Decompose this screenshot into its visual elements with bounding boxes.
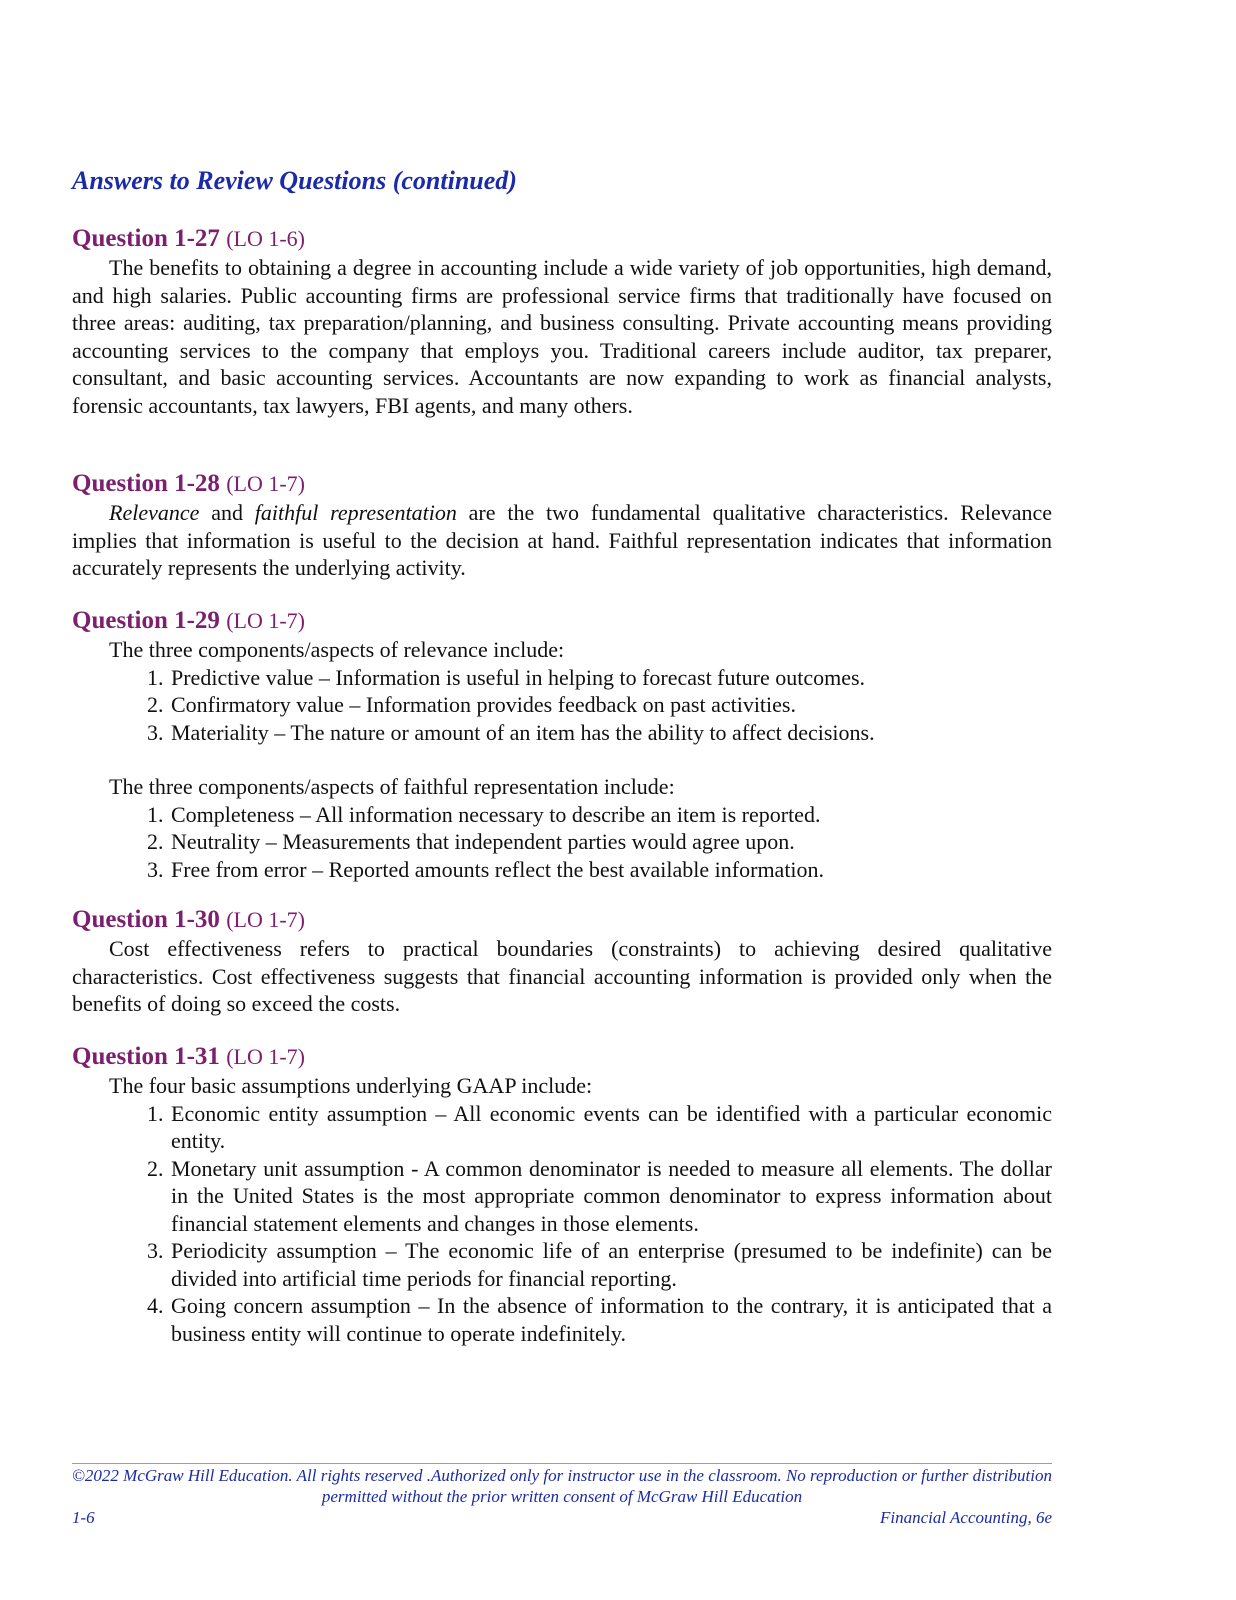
question-number: Question 1-30 <box>72 906 220 933</box>
section-title: Answers to Review Questions (continued) <box>72 166 517 195</box>
footer-divider <box>72 1463 1052 1464</box>
question-heading <box>72 1042 1052 1072</box>
question-number: Question 1-27 <box>72 225 220 252</box>
term-faithful-representation: faithful representation <box>254 500 457 525</box>
answer-paragraph: Cost effectiveness refers to practical boundaries (constraints) to achieving desired qualitative characteristics. Cost effectiveness suggests that financial accounting information is provided only when the benefits of doing so exceed the costs. <box>72 936 1052 1016</box>
paragraph-rest: are the two fundamental qualitative characteristics. Relevance implies that information is useful to the decision at hand. Faithful representation indicates that information accurately represents the underlying activity. <box>72 500 1053 580</box>
list-item: 3. Periodicity assumption – The economic life of an enterprise (presumed to be indefinite) can be divided into artificial time periods for financial reporting. <box>169 1237 1052 1292</box>
question-heading <box>72 224 1052 254</box>
list-item: 2. Monetary unit assumption - A common denominator is needed to measure all elements. The dollar in the United States is the most appropriate common denominator to express information about financial statement elements and changes in those elements. <box>169 1155 1052 1238</box>
question-1-29 <box>72 606 1052 883</box>
question-number: Question 1-28 <box>72 470 220 497</box>
list-item: 2. Confirmatory value – Information provides feedback on past activities. <box>169 691 1052 719</box>
list-item: 1. Predictive value – Information is useful in helping to forecast future outcomes. <box>169 664 1052 692</box>
learning-objective: (LO 1-7) <box>226 907 305 932</box>
connector-text: and <box>199 500 255 525</box>
learning-objective: (LO 1-6) <box>226 226 305 251</box>
list-item: 1. Economic entity assumption – All economic events can be identified with a particular economic entity. <box>169 1100 1052 1155</box>
list-item: 3. Materiality – The nature or amount of an item has the ability to affect decisions. <box>169 719 1052 747</box>
list-intro: The three components/aspects of faithful representation include: <box>109 774 675 799</box>
gaap-assumptions-list <box>72 1100 1052 1348</box>
list-item: 4. Going concern assumption – In the absence of information to the contrary, it is anticipated that a business entity will continue to operate indefinitely. <box>169 1292 1052 1347</box>
question-number: Question 1-29 <box>72 607 220 634</box>
footer-copyright: ©2022 McGraw Hill Education. All rights reserved .Authorized only for instructor use in the classroom. No reproduction or further distribution permitted without the prior written consent of McGraw Hill Education <box>72 1466 1052 1506</box>
learning-objective: (LO 1-7) <box>226 1044 305 1069</box>
list-item: 1. Completeness – All information necessary to describe an item is reported. <box>169 801 1052 829</box>
book-title: Financial Accounting, 6e <box>879 1508 1052 1527</box>
list-intro: The four basic assumptions underlying GAAP include: <box>109 1073 593 1098</box>
list-intro: The three components/aspects of relevance include: <box>109 637 565 662</box>
learning-objective: (LO 1-7) <box>226 471 305 496</box>
question-heading <box>72 905 1052 935</box>
faithful-representation-list <box>72 801 1052 884</box>
term-relevance: Relevance <box>109 500 200 525</box>
relevance-list <box>72 664 1052 747</box>
page-number: 1-6 <box>72 1508 95 1527</box>
question-1-31 <box>72 1042 1052 1347</box>
question-number: Question 1-31 <box>72 1043 220 1070</box>
question-1-30 <box>72 905 1052 1018</box>
question-heading <box>72 606 1052 636</box>
learning-objective: (LO 1-7) <box>226 608 305 633</box>
answer-paragraph: The benefits to obtaining a degree in accounting include a wide variety of job opportunities, high demand, and high salaries. Public accounting firms are professional service firms that traditionally have focused on three areas: auditing, tax preparation/planning, and business consulting. Private accounting means providing accounting services to the company that employs you. Traditional careers include auditor, tax preparer, consultant, and basic accounting services. Accountants are now expanding to work as financial analysts, forensic accountants, tax lawyers, FBI agents, and many others. <box>72 255 1052 418</box>
question-heading <box>72 469 1052 499</box>
answer-paragraph <box>72 499 1052 582</box>
list-item: 3. Free from error – Reported amounts reflect the best available information. <box>169 856 1052 884</box>
list-item: 2. Neutrality – Measurements that independent parties would agree upon. <box>169 828 1052 856</box>
question-1-27 <box>72 224 1052 419</box>
question-1-28 <box>72 469 1052 582</box>
